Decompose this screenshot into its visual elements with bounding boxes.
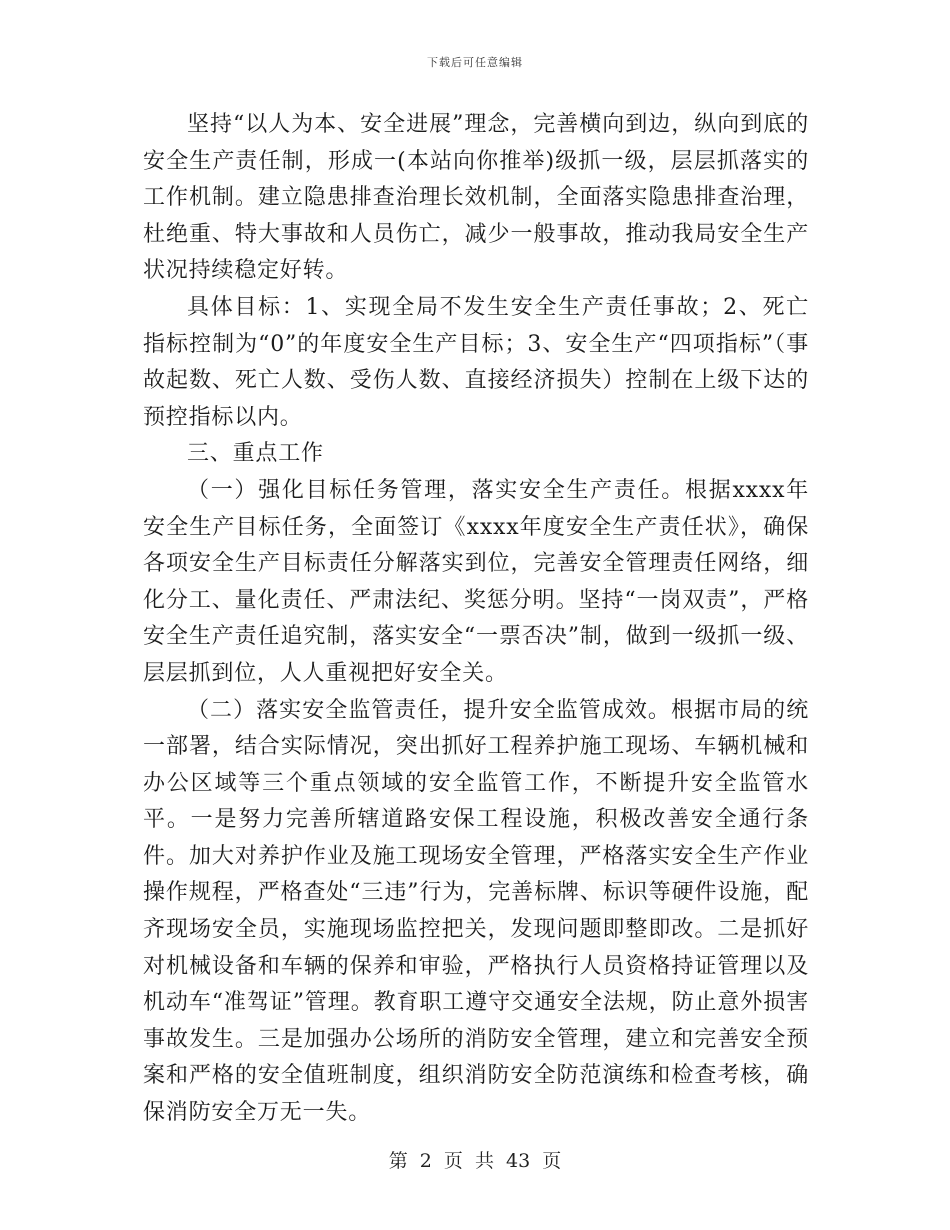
paragraph-target-management: （一）强化目标任务管理，落实安全生产责任。根据xxxx年安全生产目标任务，全面签订《xxxx年度安全生产责任状》，确保各项安全生产目标责任分解落实到位，完善安全管理责任网络，细化分工、量化责任、严肃法纪、奖惩分明。坚持“一岗双责”，严格安全生产责任追究制，落实安全“一票否决”制，做到一级抓一级、层层抓到位，人人重视把好安全关。: [143, 477, 809, 686]
page-number-footer: 第 2 页 共 43 页: [388, 1150, 562, 1172]
paragraph-specific-goals: 具体目标：1、实现全局不发生安全生产责任事故；2、死亡指标控制为“0”的年度安全生产目标；3、安全生产“四项指标”（事故起数、死亡人数、受伤人数、直接经济损失）控制在上级下达的预控指标以内。: [143, 294, 809, 430]
page-header: 下载后可任意编辑: [427, 56, 523, 69]
document-body: [143, 107, 809, 1132]
paragraph-safety-supervision: （二）落实安全监管责任，提升安全监管成效。根据市局的统一部署，结合实际情况，突出抓好工程养护施工现场、车辆机械和办公区域等三个重点领域的安全监管工作，不断提升安全监管水平。一是努力完善所辖道路安保工程设施，积极改善安全通行条件。加大对养护作业及施工现场安全管理，严格落实安全生产作业操作规程，严格查处“三违”行为，完善标牌、标识等硬件设施，配齐现场安全员，实施现场监控把关，发现问题即整即改。二是抓好对机械设备和车辆的保养和审验，严格执行人员资格持证管理以及机动车“准驾证”管理。教育职工遵守交通安全法规，防止意外损害事故发生。三是加强办公场所的消防安全管理，建立和完善安全预案和严格的安全值班制度，组织消防安全防范演练和检查考核，确保消防安全万无一失。: [143, 697, 809, 1126]
section-heading-key-work: 三、重点工作: [187, 441, 324, 467]
paragraph-principle: 坚持“以人为本、安全进展”理念，完善横向到边，纵向到底的安全生产责任制，形成一(本站向你推举)级抓一级，层层抓落实的工作机制。建立隐患排查治理长效机制，全面落实隐患排查治理，杜绝重、特大事故和人员伤亡，减少一般事故，推动我局安全生产状况持续稳定好转。: [143, 112, 809, 284]
